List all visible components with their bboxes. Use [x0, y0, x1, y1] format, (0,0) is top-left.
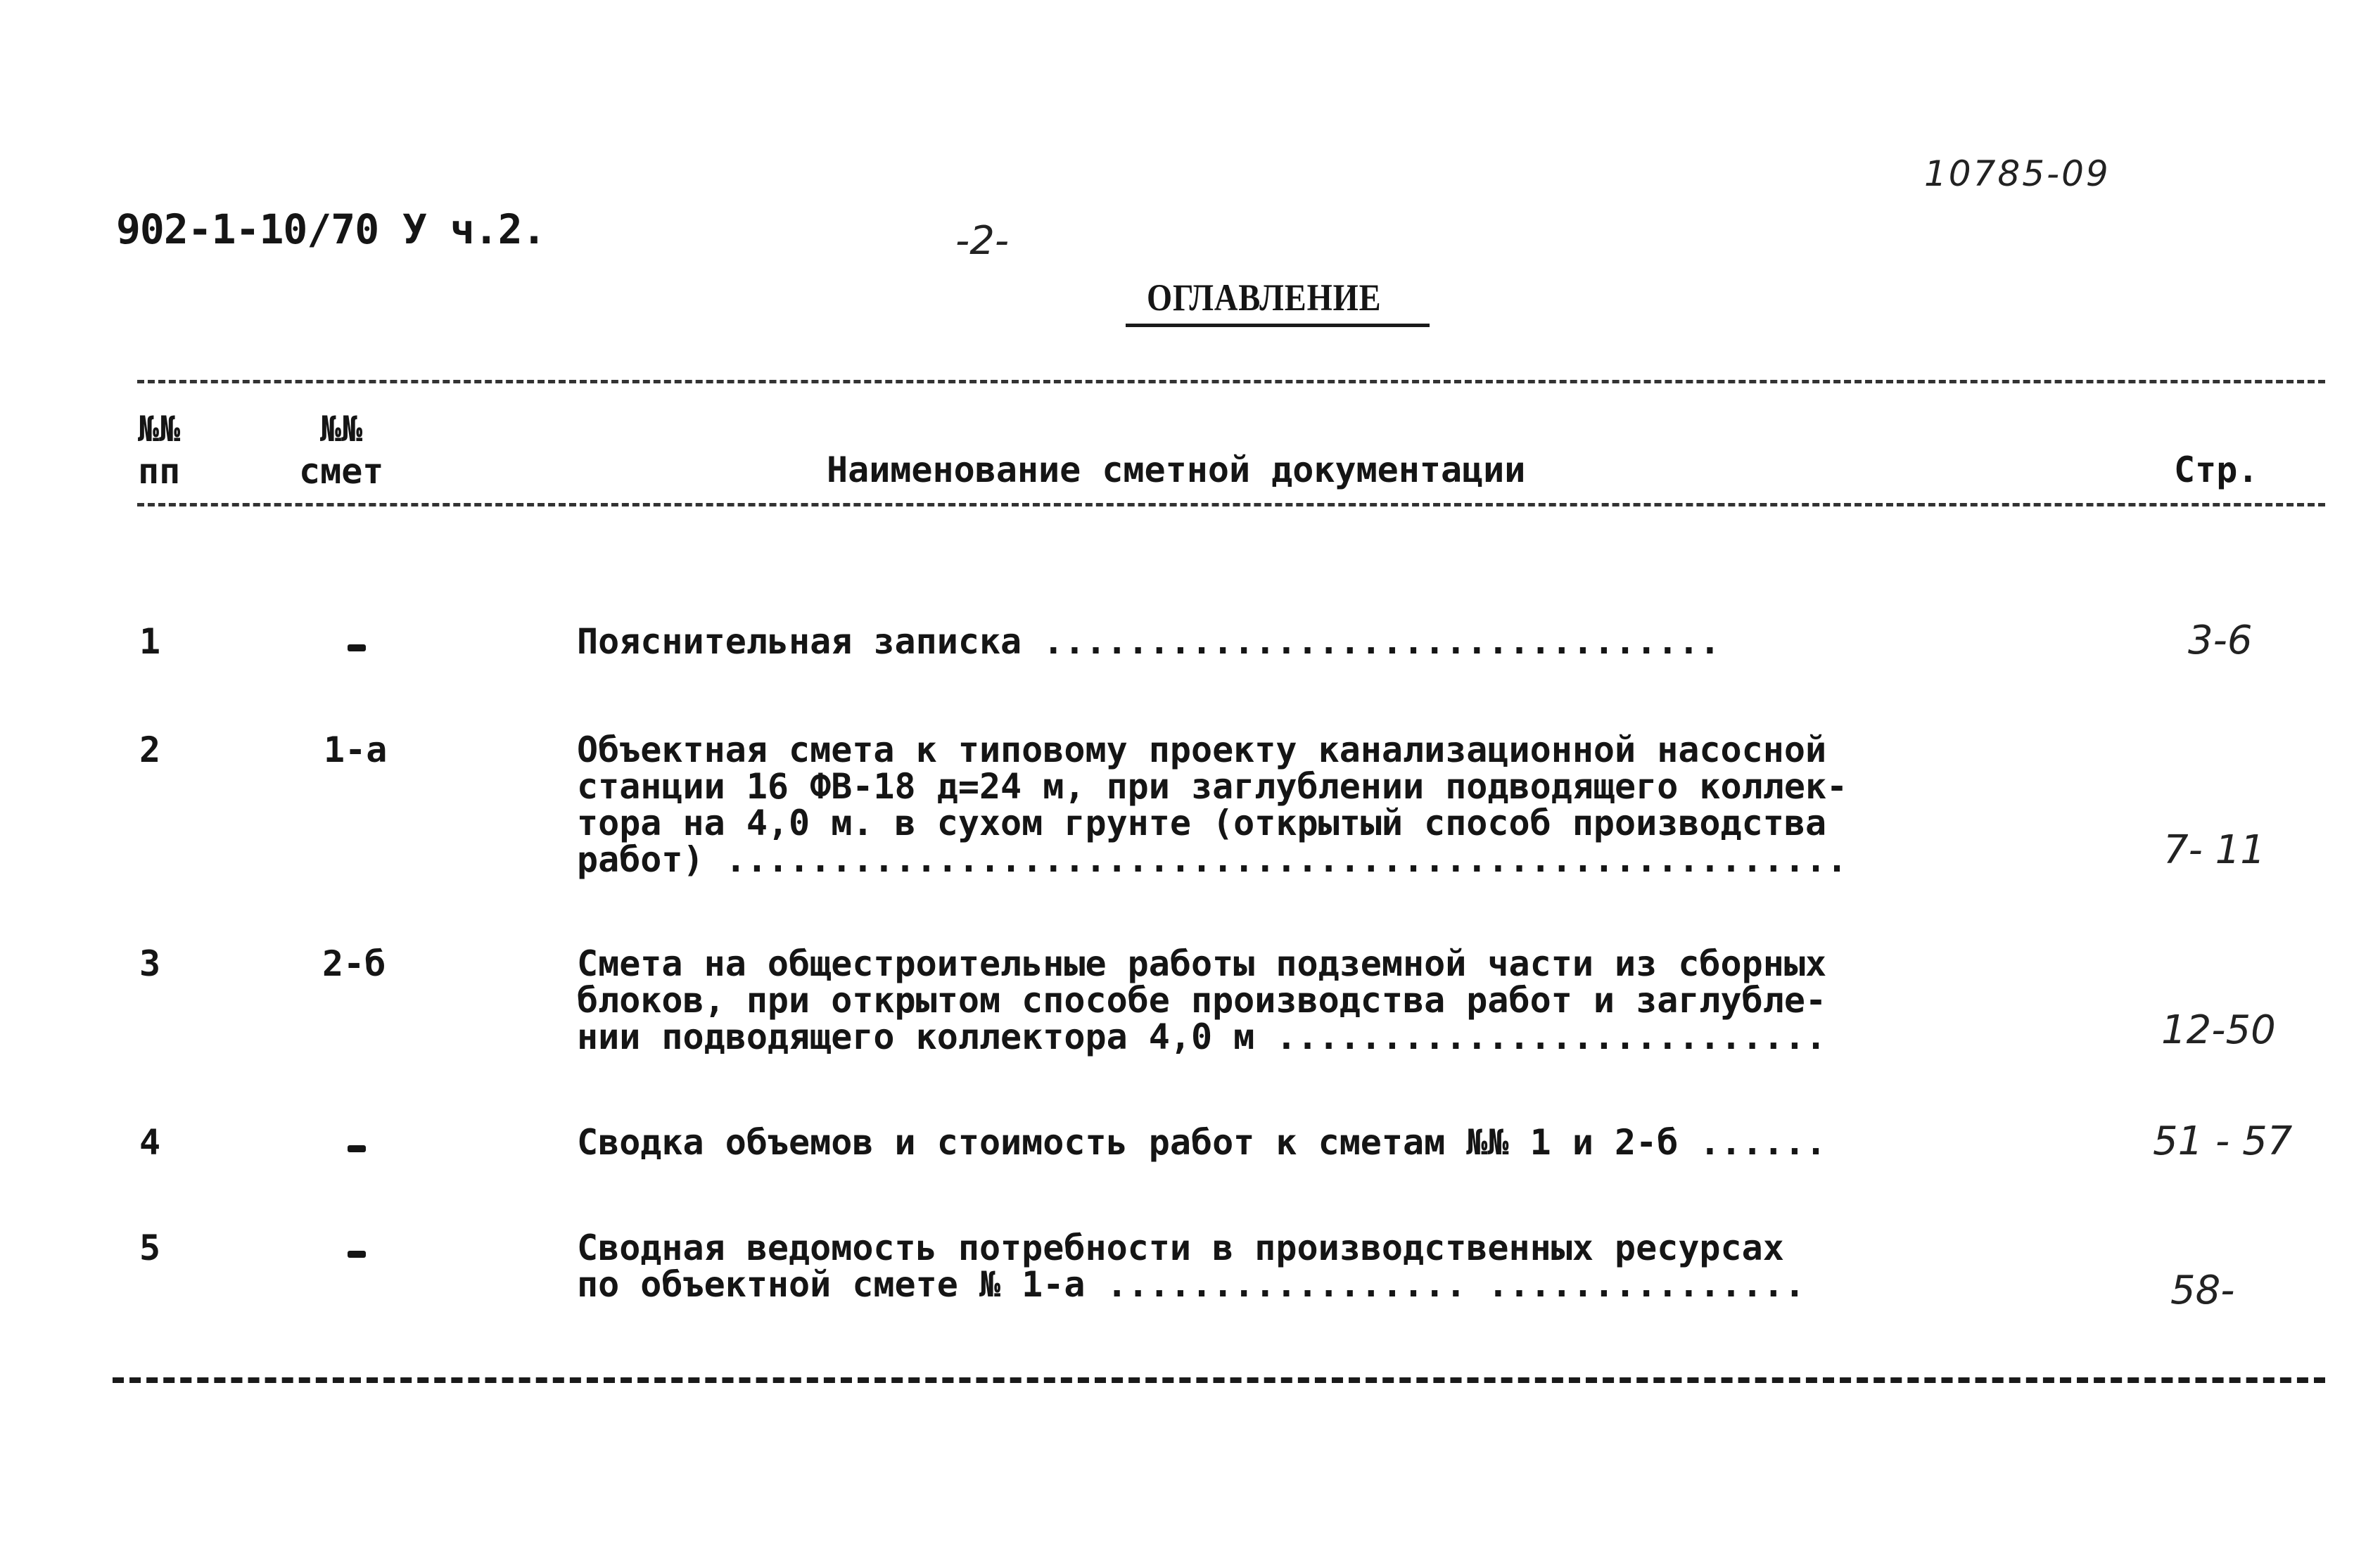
- page-title: ОГЛАВЛЕНИЕ: [1147, 276, 1382, 319]
- row-4-pages: 51 - 57: [2153, 1118, 2293, 1164]
- row-4-description: Сводка объемов и стоимость работ к сметам №№ 1 и 2-б ......: [577, 1122, 1827, 1163]
- row-1-pages: 3-6: [2188, 618, 2253, 663]
- column-header-number-bottom: пп: [138, 451, 181, 492]
- row-5-description: Сводная ведомость потребности в производственных ресурсах по объектной смете № 1-а ................. ...............: [577, 1228, 1805, 1305]
- row-3-description: Смета на общестроительные работы подземной части из сборных блоков, при открытом способе производства работ и заглубле- нии подводящего коллектора 4,0 м ..........................: [577, 943, 1827, 1057]
- table-top-rule: [137, 380, 2325, 383]
- row-3-estimate: 2-б: [322, 943, 386, 984]
- row-2-description: Объектная смета к типовому проекту канализационной насосной станции 16 ФВ-18 д=24 м, при заглублении подводящего коллек- тора на 4,0 м. в сухом грунте (открытый способ производства работ) .....................................................: [577, 729, 1848, 880]
- row-2-number: 2: [139, 729, 161, 770]
- row-2-pages: 7- 11: [2163, 827, 2265, 873]
- row-5-number: 5: [139, 1228, 161, 1268]
- column-header-estimate: [299, 408, 383, 492]
- row-3-pages: 12-50: [2161, 1007, 2276, 1053]
- row-1-description: Пояснительная записка ................................: [577, 621, 1721, 662]
- column-header-estimate-bottom: смет: [299, 451, 384, 492]
- column-header-estimate-top: №№: [320, 409, 363, 450]
- column-header-number-top: №№: [138, 409, 181, 450]
- row-4-number: 4: [139, 1122, 161, 1163]
- column-header-page: Стр.: [2174, 450, 2259, 490]
- row-5-pages: 58-: [2170, 1268, 2235, 1313]
- row-3-number: 3: [139, 943, 161, 984]
- archive-number: 10785-09: [1924, 153, 2111, 194]
- table-bottom-rule: [113, 1377, 2325, 1383]
- row-1-estimate-dash: [348, 644, 366, 651]
- column-header-name: Наименование сметной документации: [827, 450, 1526, 490]
- table-header-rule: [137, 503, 2325, 506]
- title-underline: [1126, 324, 1430, 327]
- row-2-estimate: 1-а: [324, 729, 388, 770]
- column-header-number: [138, 408, 180, 492]
- row-1-number: 1: [139, 621, 161, 662]
- page-number: -2-: [955, 218, 1010, 264]
- document-code: 902-1-10/70 У ч.2.: [116, 205, 546, 253]
- row-5-estimate-dash: [348, 1251, 366, 1258]
- row-4-estimate-dash: [348, 1145, 366, 1152]
